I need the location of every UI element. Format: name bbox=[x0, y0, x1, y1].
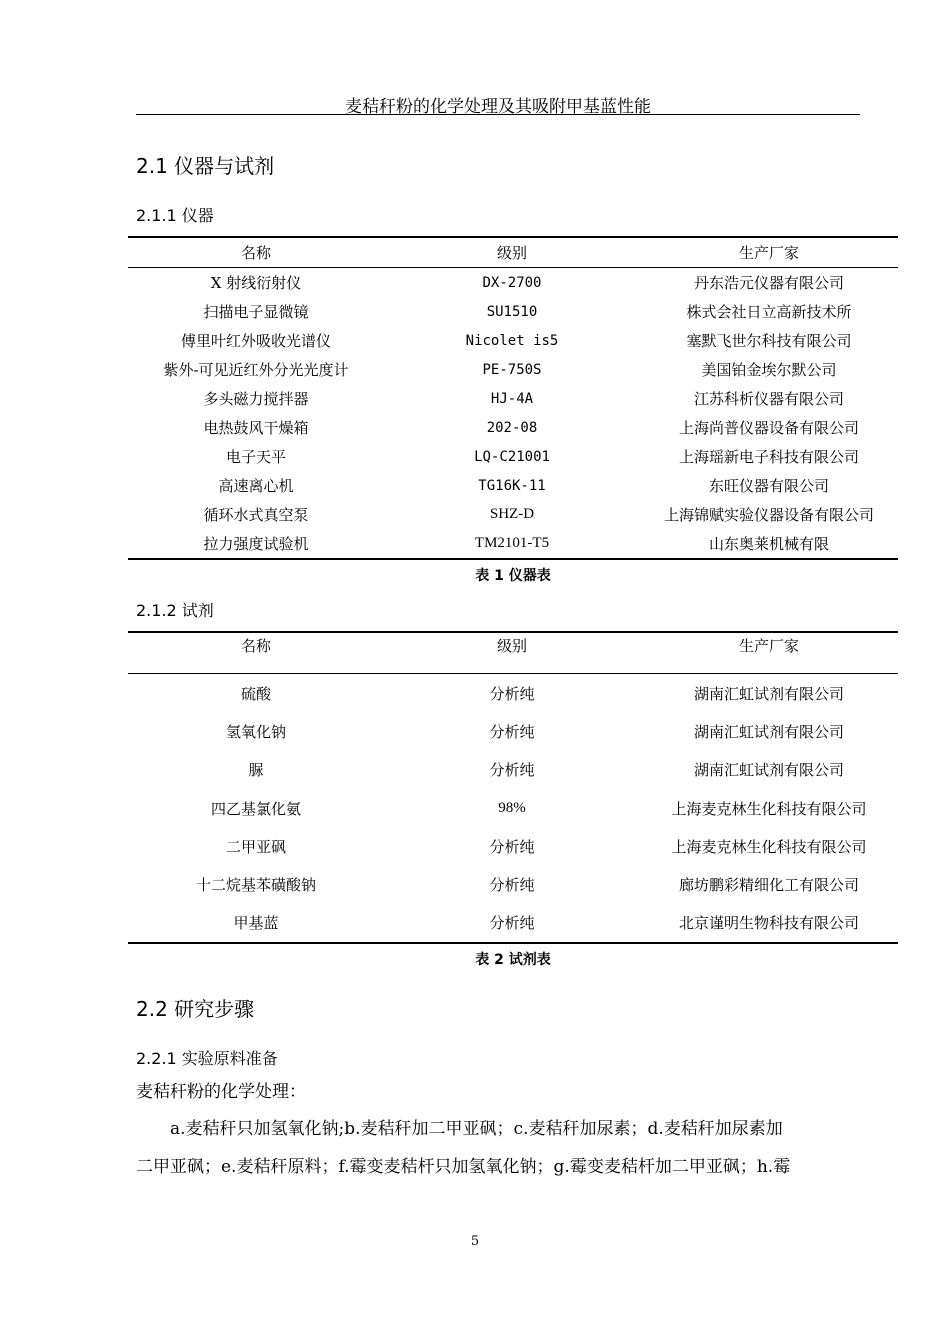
column-header-grade: 级别 bbox=[496, 244, 527, 262]
cell-grade: 分析纯 bbox=[489, 837, 535, 856]
cell-model: DX-2700 bbox=[482, 274, 542, 291]
table-row bbox=[128, 297, 898, 326]
section-heading-2-1: 2.1 仪器与试剂 bbox=[136, 154, 275, 178]
page-number: 5 bbox=[470, 1234, 480, 1249]
cell-manufacturer: 丹东浩元仪器有限公司 bbox=[693, 274, 844, 292]
column-header-manufacturer: 生产厂家 bbox=[738, 244, 799, 262]
cell-manufacturer: 上海麦克林生化科技有限公司 bbox=[671, 799, 867, 818]
cell-manufacturer: 山东奥莱机械有限 bbox=[708, 535, 829, 553]
table-row bbox=[128, 751, 898, 789]
table-row bbox=[128, 384, 898, 413]
cell-name: 二甲亚砜 bbox=[225, 837, 286, 856]
header-rule bbox=[136, 114, 860, 115]
cell-name: 电热鼓风干燥箱 bbox=[203, 419, 309, 437]
cell-manufacturer: 湖南汇虹试剂有限公司 bbox=[693, 684, 844, 703]
cell-manufacturer: 上海麦克林生化科技有限公司 bbox=[671, 837, 867, 856]
table-row bbox=[128, 355, 898, 384]
cell-model: LQ-C21001 bbox=[474, 448, 550, 465]
cell-name: 高速离心机 bbox=[218, 477, 294, 495]
table-row bbox=[128, 326, 898, 355]
column-header-grade: 级别 bbox=[496, 637, 527, 655]
cell-grade: 98% bbox=[498, 799, 526, 816]
cell-name: 电子天平 bbox=[225, 448, 286, 466]
instrument-table bbox=[128, 236, 898, 560]
cell-name: 扫描电子显微镜 bbox=[203, 303, 309, 321]
cell-grade: 分析纯 bbox=[489, 914, 535, 933]
cell-grade: 分析纯 bbox=[489, 722, 535, 741]
cell-model: TG16K-11 bbox=[478, 477, 546, 494]
section-heading-2-2: 2.2 研究步骤 bbox=[136, 997, 255, 1021]
cell-name: 硫酸 bbox=[240, 684, 271, 703]
cell-name: 氢氧化钠 bbox=[225, 722, 286, 741]
table-row bbox=[128, 789, 898, 827]
table-row bbox=[128, 865, 898, 903]
section-heading-2-1-2: 2.1.2 试剂 bbox=[136, 601, 214, 620]
table-row bbox=[128, 500, 898, 529]
cell-name: 多头磁力搅拌器 bbox=[203, 390, 309, 408]
cell-manufacturer: 上海瑶新电子科技有限公司 bbox=[678, 448, 859, 466]
cell-manufacturer: 株式会社日立高新技术所 bbox=[686, 303, 852, 321]
paragraph-line: a.麦秸秆只加氢氧化钠;b.麦秸秆加二甲亚砜；c.麦秸秆加尿素；d.麦秸秆加尿素加 bbox=[170, 1119, 783, 1139]
table-row bbox=[128, 471, 898, 500]
cell-manufacturer: 东旺仪器有限公司 bbox=[708, 477, 829, 495]
table-row bbox=[128, 529, 898, 559]
cell-manufacturer: 湖南汇虹试剂有限公司 bbox=[693, 722, 844, 741]
cell-name: 紫外-可见近红外分光光度计 bbox=[163, 361, 349, 379]
table-header-row bbox=[128, 237, 898, 268]
cell-grade: 分析纯 bbox=[489, 761, 535, 780]
cell-name: 循环水式真空泵 bbox=[203, 506, 309, 524]
table-row bbox=[128, 827, 898, 865]
cell-model: SHZ-D bbox=[489, 506, 535, 522]
section-heading-2-2-1: 2.2.1 实验原料准备 bbox=[136, 1049, 278, 1068]
cell-manufacturer: 上海尚普仪器设备有限公司 bbox=[678, 419, 859, 437]
cell-name: 甲基蓝 bbox=[233, 914, 279, 933]
cell-model: TM2101-T5 bbox=[474, 535, 550, 551]
reagent-table bbox=[128, 631, 898, 944]
cell-manufacturer: 上海锦赋实验仪器设备有限公司 bbox=[663, 506, 874, 524]
table-row bbox=[128, 712, 898, 750]
cell-grade: 分析纯 bbox=[489, 876, 535, 895]
cell-manufacturer: 江苏科析仪器有限公司 bbox=[693, 390, 844, 408]
cell-name: 十二烷基苯磺酸钠 bbox=[195, 876, 316, 895]
cell-name: X 射线衍射仪 bbox=[210, 274, 302, 292]
table2-caption: 表 2 试剂表 bbox=[475, 952, 551, 968]
table-row bbox=[128, 442, 898, 471]
cell-manufacturer: 北京谨明生物科技有限公司 bbox=[678, 914, 859, 933]
cell-model: HJ-4A bbox=[490, 390, 534, 407]
paragraph-intro: 麦秸秆粉的化学处理： bbox=[136, 1082, 306, 1102]
cell-model: PE-750S bbox=[482, 361, 542, 378]
cell-manufacturer: 湖南汇虹试剂有限公司 bbox=[693, 761, 844, 780]
table-row bbox=[128, 268, 898, 298]
table-row bbox=[128, 413, 898, 442]
cell-name: 脲 bbox=[248, 761, 264, 780]
cell-name: 四乙基氯化氨 bbox=[210, 799, 301, 818]
cell-model: Nicolet is5 bbox=[465, 332, 559, 349]
cell-model: SU1510 bbox=[486, 303, 538, 320]
section-heading-2-1-1: 2.1.1 仪器 bbox=[136, 206, 214, 225]
cell-grade: 分析纯 bbox=[489, 684, 535, 703]
cell-manufacturer: 塞默飞世尔科技有限公司 bbox=[686, 332, 852, 350]
column-header-manufacturer: 生产厂家 bbox=[738, 637, 799, 655]
table-row bbox=[128, 674, 898, 713]
cell-name: 傅里叶红外吸收光谱仪 bbox=[180, 332, 331, 350]
column-header-name: 名称 bbox=[240, 244, 271, 262]
paragraph-line: 二甲亚砜；e.麦秸秆原料；f.霉变麦秸杆只加氢氧化钠；g.霉变麦秸杆加二甲亚砜；h.霉 bbox=[136, 1157, 791, 1177]
running-header-title: 麦秸秆粉的化学处理及其吸附甲基蓝性能 bbox=[345, 97, 651, 117]
cell-manufacturer: 廊坊鹏彩精细化工有限公司 bbox=[678, 876, 859, 895]
table-header-row bbox=[128, 632, 898, 674]
cell-name: 拉力强度试验机 bbox=[203, 535, 309, 553]
table-row bbox=[128, 904, 898, 943]
cell-manufacturer: 美国铂金埃尔默公司 bbox=[701, 361, 837, 379]
cell-model: 202-08 bbox=[486, 419, 538, 436]
table1-caption: 表 1 仪器表 bbox=[475, 568, 551, 584]
column-header-name: 名称 bbox=[240, 637, 271, 655]
